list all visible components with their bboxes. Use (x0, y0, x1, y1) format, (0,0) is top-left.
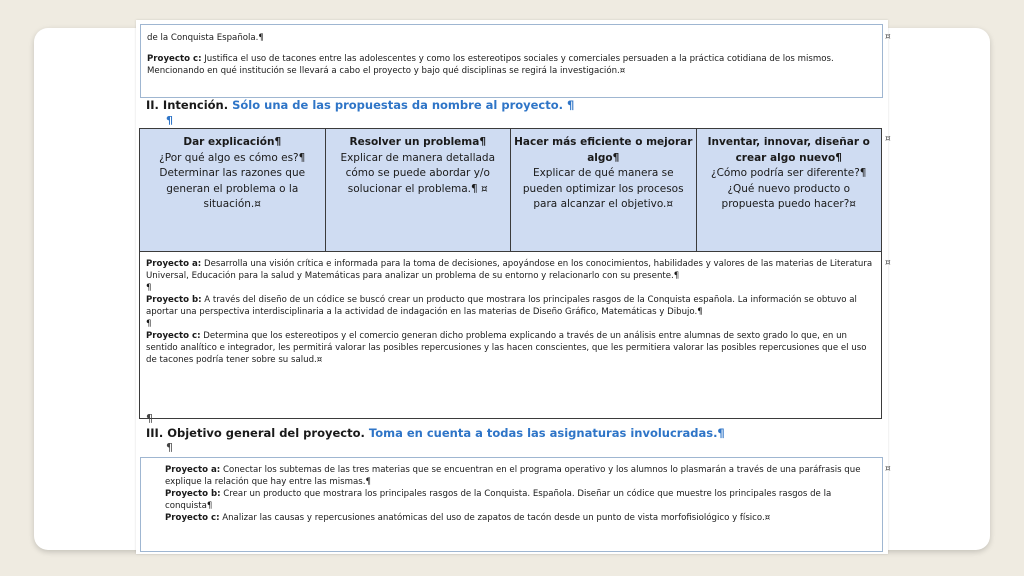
empty-paragraph: ¶ (146, 319, 152, 329)
proyecto-c-label: Proyecto c: (147, 54, 202, 64)
objective-c (165, 512, 865, 524)
section-3-note: Toma en cuenta a todas las asignaturas involucradas.¶ (368, 426, 725, 440)
header-cell-solve (325, 129, 511, 252)
paragraph-text: A través del diseño de un códice se buscó crear un producto que mostrara los principales rasgos de la Conquista española. La información se obtuvo al aportar una perspectiva interdisciplinaria a la actividad de indagación en las materias de Diseño Gráfico, Matemáticas y Dibujo.¶ (146, 295, 857, 317)
objective-list (165, 464, 865, 524)
header-desc: ¿Por qué algo es cómo es?¶ Determinar las razones que generan el problema o la situación.¤ (159, 151, 306, 210)
cell-end-mark: ¤ (885, 464, 891, 474)
document-page (136, 20, 891, 554)
paragraph-label: Proyecto c: (146, 331, 201, 341)
objective-box (140, 457, 883, 552)
paragraph-label: Proyecto c: (165, 513, 220, 523)
header-desc: ¿Cómo podría ser diferente?¶ ¿Qué nuevo producto o propuesta puedo hacer?¤ (711, 167, 867, 210)
paragraph-label: Proyecto b: (146, 295, 202, 305)
paragraph-mark: ¶ (166, 441, 173, 454)
header-title: Resolver un problema¶ (349, 136, 487, 148)
cell-end-mark: ¤ (885, 32, 891, 42)
paragraph-text: Analizar las causas y repercusiones anatómicas del uso de zapatos de tacón desde un punto de vista morfofisiológico y físico.¤ (222, 513, 771, 523)
objective-a (165, 464, 865, 488)
intention-body-row (140, 252, 882, 419)
header-desc: Explicar de qué manera se pueden optimizar los procesos para alcanzar el objetivo.¤ (522, 167, 684, 210)
proyecto-c-paragraph (147, 53, 877, 77)
paragraph-text: Conectar los subtemas de las tres materias que se encuentran en el programa operativo y los alumnos lo plasmarán a través de una paráfrasis que explique la relación que hay entre las mismas.¶ (165, 465, 861, 487)
objective-b (165, 488, 865, 512)
proyecto-c-text: Justifica el uso de tacones entre las adolescentes y como los estereotipos sociales y comerciales persuaden a la práctica cotidiana de los mismos. Mencionando en qué institución se llevará a cabo el proyecto y bajo qué disciplinas se regirá la investigación.¤ (147, 54, 834, 76)
paragraph-mark: ¶ (146, 412, 153, 425)
section-2-note: Sólo una de las propuestas da nombre al proyecto. ¶ (232, 98, 575, 112)
paragraph-mark: ¶ (166, 114, 173, 127)
section-2-title: II. Intención. (146, 98, 229, 112)
empty-paragraph: ¶ (146, 283, 152, 293)
paragraph-label: Proyecto b: (165, 489, 221, 499)
header-desc: Explicar de manera detallada cómo se puede abordar y/o solucionar el problema.¶ ¤ (340, 151, 496, 195)
intention-header-row (140, 129, 882, 252)
paragraph-text: Desarrolla una visión crítica e informada para la toma de decisiones, apoyándose en los conocimientos, habilidades y valores de las materias de Literatura Universal, Educación para la salud y Matemáticas para analizar un problema de su entorno y relacionarlo con su presente.¶ (146, 259, 873, 281)
header-title: Hacer más eficiente o mejorar algo¶ (514, 136, 693, 164)
paragraph-label: Proyecto a: (165, 465, 221, 475)
paragraph-label: Proyecto a: (146, 259, 202, 269)
top-text-box (140, 24, 883, 98)
header-cell-invent (696, 129, 882, 252)
body-paragraph-a (146, 258, 875, 282)
header-cell-explain (140, 129, 326, 252)
intention-table (139, 128, 882, 419)
paragraph-text: Crear un producto que mostrara los principales rasgos de la Conquista. Española. Diseñar un códice que muestre los principales rasgos de la conquista¶ (165, 489, 832, 511)
continued-line: de la Conquista Española.¶ (147, 33, 264, 43)
body-paragraph-b (146, 294, 875, 318)
row-end-mark: ¤ (885, 258, 891, 268)
header-title: Dar explicación¶ (183, 136, 282, 148)
row-end-mark: ¤ (885, 134, 891, 144)
header-cell-improve (511, 129, 697, 252)
paragraph-text: Determina que los estereotipos y el comercio generan dicho problema explicando a través de un análisis entre alumnas de sexto grado lo que, en un sentido analítico e integrador, les permitirá valorar las posibles repercusiones y las hacen conscientes, que les permitiera valorar las posibles repercusiones que el uso de tacones podría tener sobre su salud.¤ (146, 331, 867, 365)
section-3-title: III. Objetivo general del proyecto. (146, 426, 365, 440)
intention-body-cell (140, 252, 882, 419)
section-2-heading (146, 98, 574, 112)
section-3-heading (146, 426, 725, 440)
header-title: Inventar, innovar, diseñar o crear algo nuevo¶ (707, 136, 870, 164)
body-paragraph-c (146, 330, 875, 366)
